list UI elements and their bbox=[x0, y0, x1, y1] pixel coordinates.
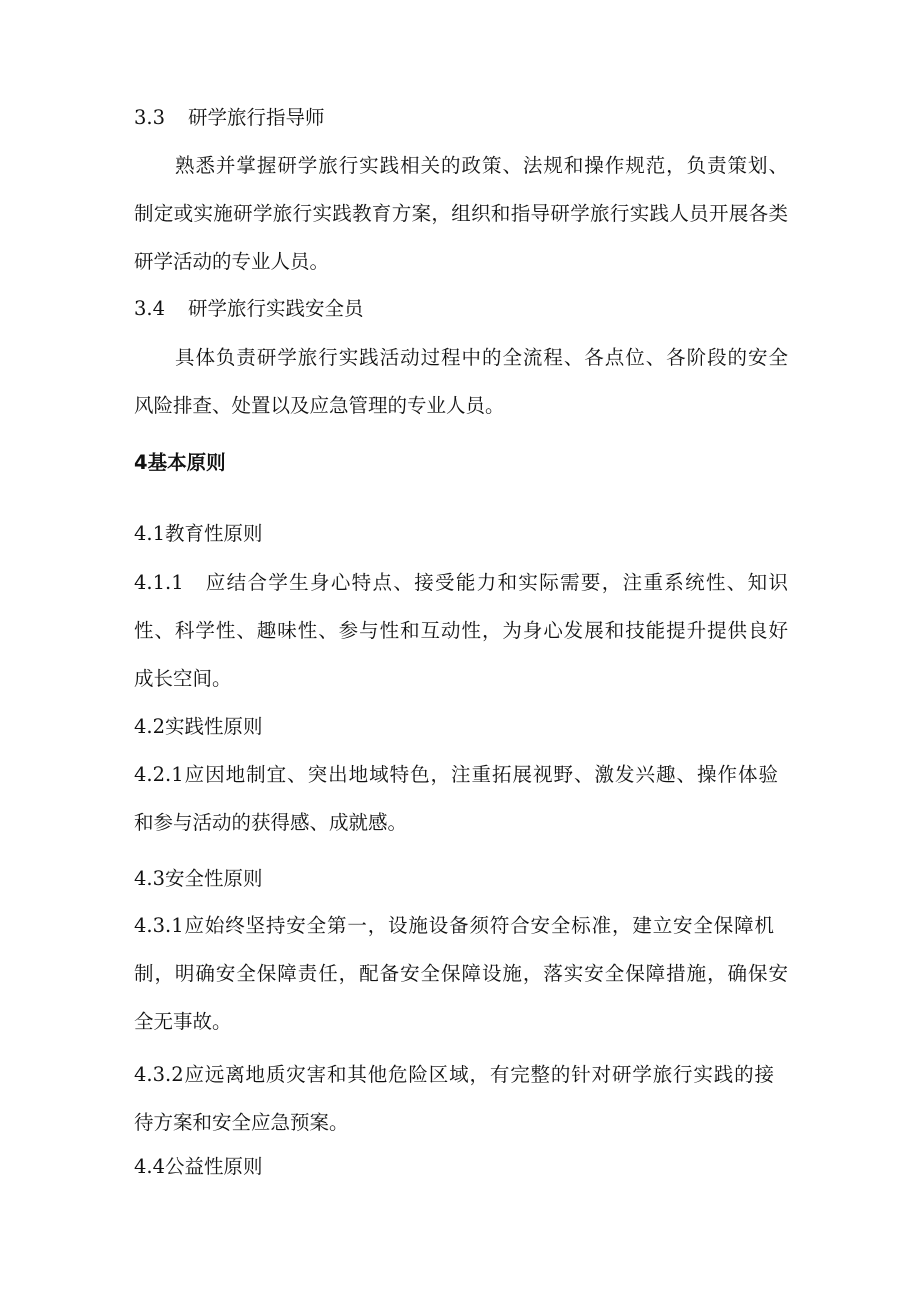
paragraph-line: 具体负责研学旅行实践活动过程中的全流程、各点位、各阶段的安全 bbox=[175, 346, 788, 369]
section-title: 研学旅行实践安全员 bbox=[188, 297, 364, 320]
section-4-3-heading: 4.3安全性原则 bbox=[134, 867, 263, 890]
section-4-4-heading: 4.4公益性原则 bbox=[134, 1155, 263, 1178]
paragraph-line: 待方案和安全应急预案。 bbox=[134, 1111, 349, 1134]
chapter-4-heading: 4基本原则 bbox=[134, 451, 226, 474]
section-number: 3.4 bbox=[134, 297, 166, 320]
paragraph-line: 制，明确安全保障责任，配备安全保障设施，落实安全保障措施，确保安 bbox=[134, 962, 788, 985]
paragraph-line: 全无事故。 bbox=[134, 1010, 232, 1033]
paragraph-line: 制定或实施研学旅行实践教育方案，组织和指导研学旅行实践人员开展各类 bbox=[134, 202, 788, 225]
paragraph-line: 性、科学性、趣味性、参与性和互动性，为身心发展和技能提升提供良好 bbox=[134, 619, 788, 642]
section-4-1-heading: 4.1教育性原则 bbox=[134, 522, 263, 545]
section-3-3-heading bbox=[134, 106, 325, 130]
paragraph-line: 4.3.2应远离地质灾害和其他危险区域，有完整的针对研学旅行实践的接 bbox=[134, 1063, 774, 1086]
paragraph-line: 4.3.1应始终坚持安全第一，设施设备须符合安全标准，建立安全保障机 bbox=[134, 914, 774, 937]
section-title: 研学旅行指导师 bbox=[188, 106, 325, 129]
section-3-4-heading bbox=[134, 297, 364, 321]
paragraph-line: 4.1.1 应结合学生身心特点、接受能力和实际需要，注重系统性、知识 bbox=[134, 571, 788, 594]
paragraph-line: 4.2.1应因地制宜、突出地域特色，注重拓展视野、激发兴趣、操作体验 bbox=[134, 763, 778, 786]
section-4-2-heading: 4.2实践性原则 bbox=[134, 715, 263, 738]
paragraph-line: 研学活动的专业人员。 bbox=[134, 250, 330, 273]
section-number: 3.3 bbox=[134, 106, 166, 129]
paragraph-line: 熟悉并掌握研学旅行实践相关的政策、法规和操作规范，负责策划、 bbox=[175, 154, 788, 177]
paragraph-line: 成长空间。 bbox=[134, 667, 232, 690]
paragraph-line: 风险排查、处置以及应急管理的专业人员。 bbox=[134, 394, 505, 417]
paragraph-line: 和参与活动的获得感、成就感。 bbox=[134, 811, 408, 834]
